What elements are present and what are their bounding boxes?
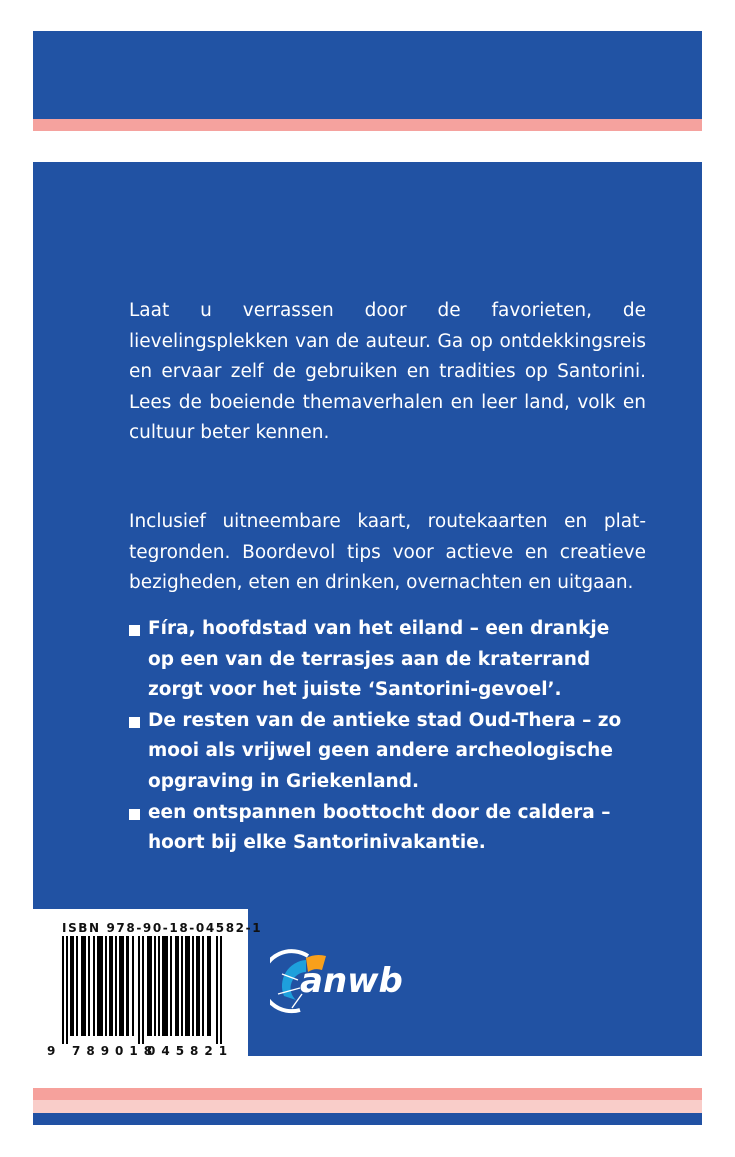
highlight-text: De resten van de antieke stad Oud-Thera – zo mooi als vrijwel geen andere archeologische opgraving in Griekenland. [148, 709, 622, 792]
barcode-icon [62, 936, 222, 1044]
bottom-light-pink-stripe [33, 1100, 702, 1113]
top-pink-stripe [33, 119, 702, 131]
highlights-list [129, 614, 629, 859]
bottom-pink-stripe [33, 1088, 702, 1100]
intro-paragraph: Laat u verrassen door de favorieten, de lievelingsplekken van de auteur. Ga op ontdekkingsreis en ervaar zelf de gebruiken en tradities op Santorini. Lees de boeiende themaverhalen en leer land, volk en cultuur beter kennen. [129, 300, 646, 444]
highlight-text: Fíra, hoofdstad van het eiland – een drankje op een van de terrasjes aan de kraterrand zorgt voor het juiste ‘Santorini-gevoel’. [148, 618, 610, 701]
features-paragraph: Inclusief uitneembare kaart, routekaarten en plattegronden. Boordevol tips voor actieve en creatieve bezigheden, eten en drinken, overnachten en uitgaan. [129, 511, 646, 594]
square-bullet-icon [129, 809, 140, 820]
square-bullet-icon [129, 717, 140, 728]
highlight-item [129, 614, 629, 706]
square-bullet-icon [129, 625, 140, 636]
highlight-text: een ontspannen boottocht door de caldera – hoort bij elke Santorinivakantie. [148, 801, 611, 854]
highlight-item [129, 706, 629, 798]
bottom-blue-stripe [33, 1113, 702, 1125]
svg-text:anwb: anwb [300, 961, 403, 1001]
barcode-group-1: 789018 [72, 1044, 159, 1058]
highlight-item [129, 798, 629, 859]
isbn-label: ISBN 978-90-18-04582-1 [62, 921, 263, 935]
anwb-logo [270, 948, 410, 1018]
top-blue-band [33, 31, 702, 119]
barcode-group-2: 045821 [147, 1044, 234, 1058]
barcode-lead-digit: 9 [47, 1044, 62, 1058]
